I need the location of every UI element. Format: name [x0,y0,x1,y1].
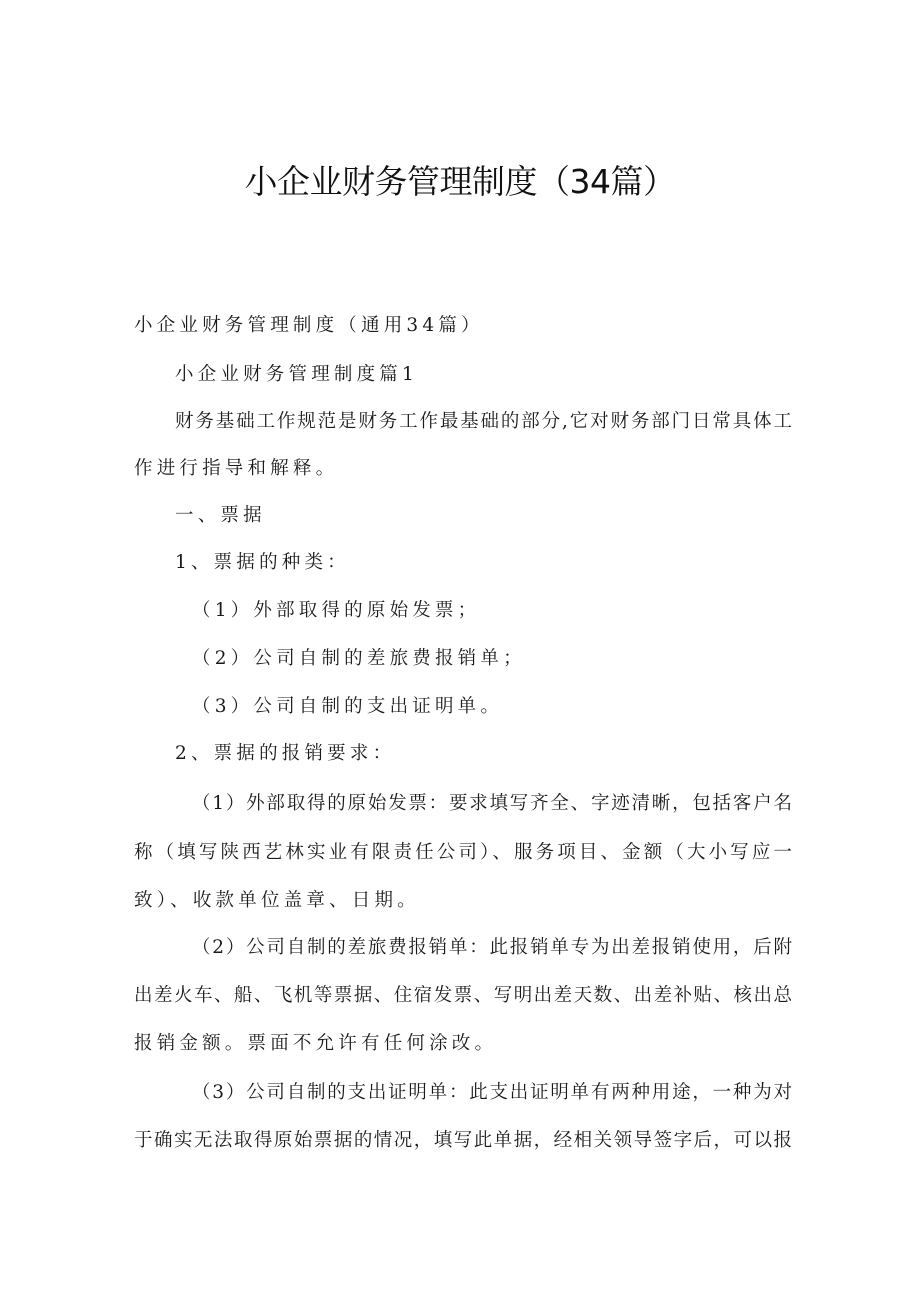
subtitle-line: 小企业财务管理制度（通用34篇） [134,315,484,336]
list-item: （2）公司自制的差旅费报销单； [192,648,526,669]
paragraph-line: 财务基础工作规范是财务工作最基础的部分,它对财务部门日常具体工 [175,411,792,432]
section-heading: 小企业财务管理制度篇1 [175,364,418,385]
paragraph-line: 作进行指导和解释。 [134,458,339,479]
paragraph-line: （2）公司自制的差旅费报销单：此报销单专为出差报销使用，后附 [192,937,792,958]
list-item: （1）外部取得的原始发票； [192,600,481,621]
list-heading: 1、票据的种类： [175,552,350,573]
paragraph-line: 致）、收款单位盖章、日期。 [134,890,420,911]
paragraph-line: 出差火车、船、飞机等票据、住宿发票、写明出差天数、出差补贴、核出总 [134,985,792,1006]
paragraph-line: 报销金额。票面不允许有任何涂改。 [134,1033,498,1054]
heading-line: 一、票据 [175,505,266,526]
paragraph-line: 称（填写陕西艺林实业有限责任公司）、服务项目、金额（大小写应一 [134,842,792,863]
paragraph-line: （1）外部取得的原始发票：要求填写齐全、字迹清晰，包括客户名 [192,793,792,814]
paragraph-line: 于确实无法取得原始票据的情况，填写此单据，经相关领导签字后，可以报 [134,1130,792,1151]
document-title: 小企业财务管理制度（34篇） [244,162,676,201]
paragraph-line: （3）公司自制的支出证明单：此支出证明单有两种用途，一种为对 [192,1082,792,1103]
list-heading: 2、票据的报销要求： [175,743,396,764]
list-item: （3）公司自制的支出证明单。 [192,696,504,717]
